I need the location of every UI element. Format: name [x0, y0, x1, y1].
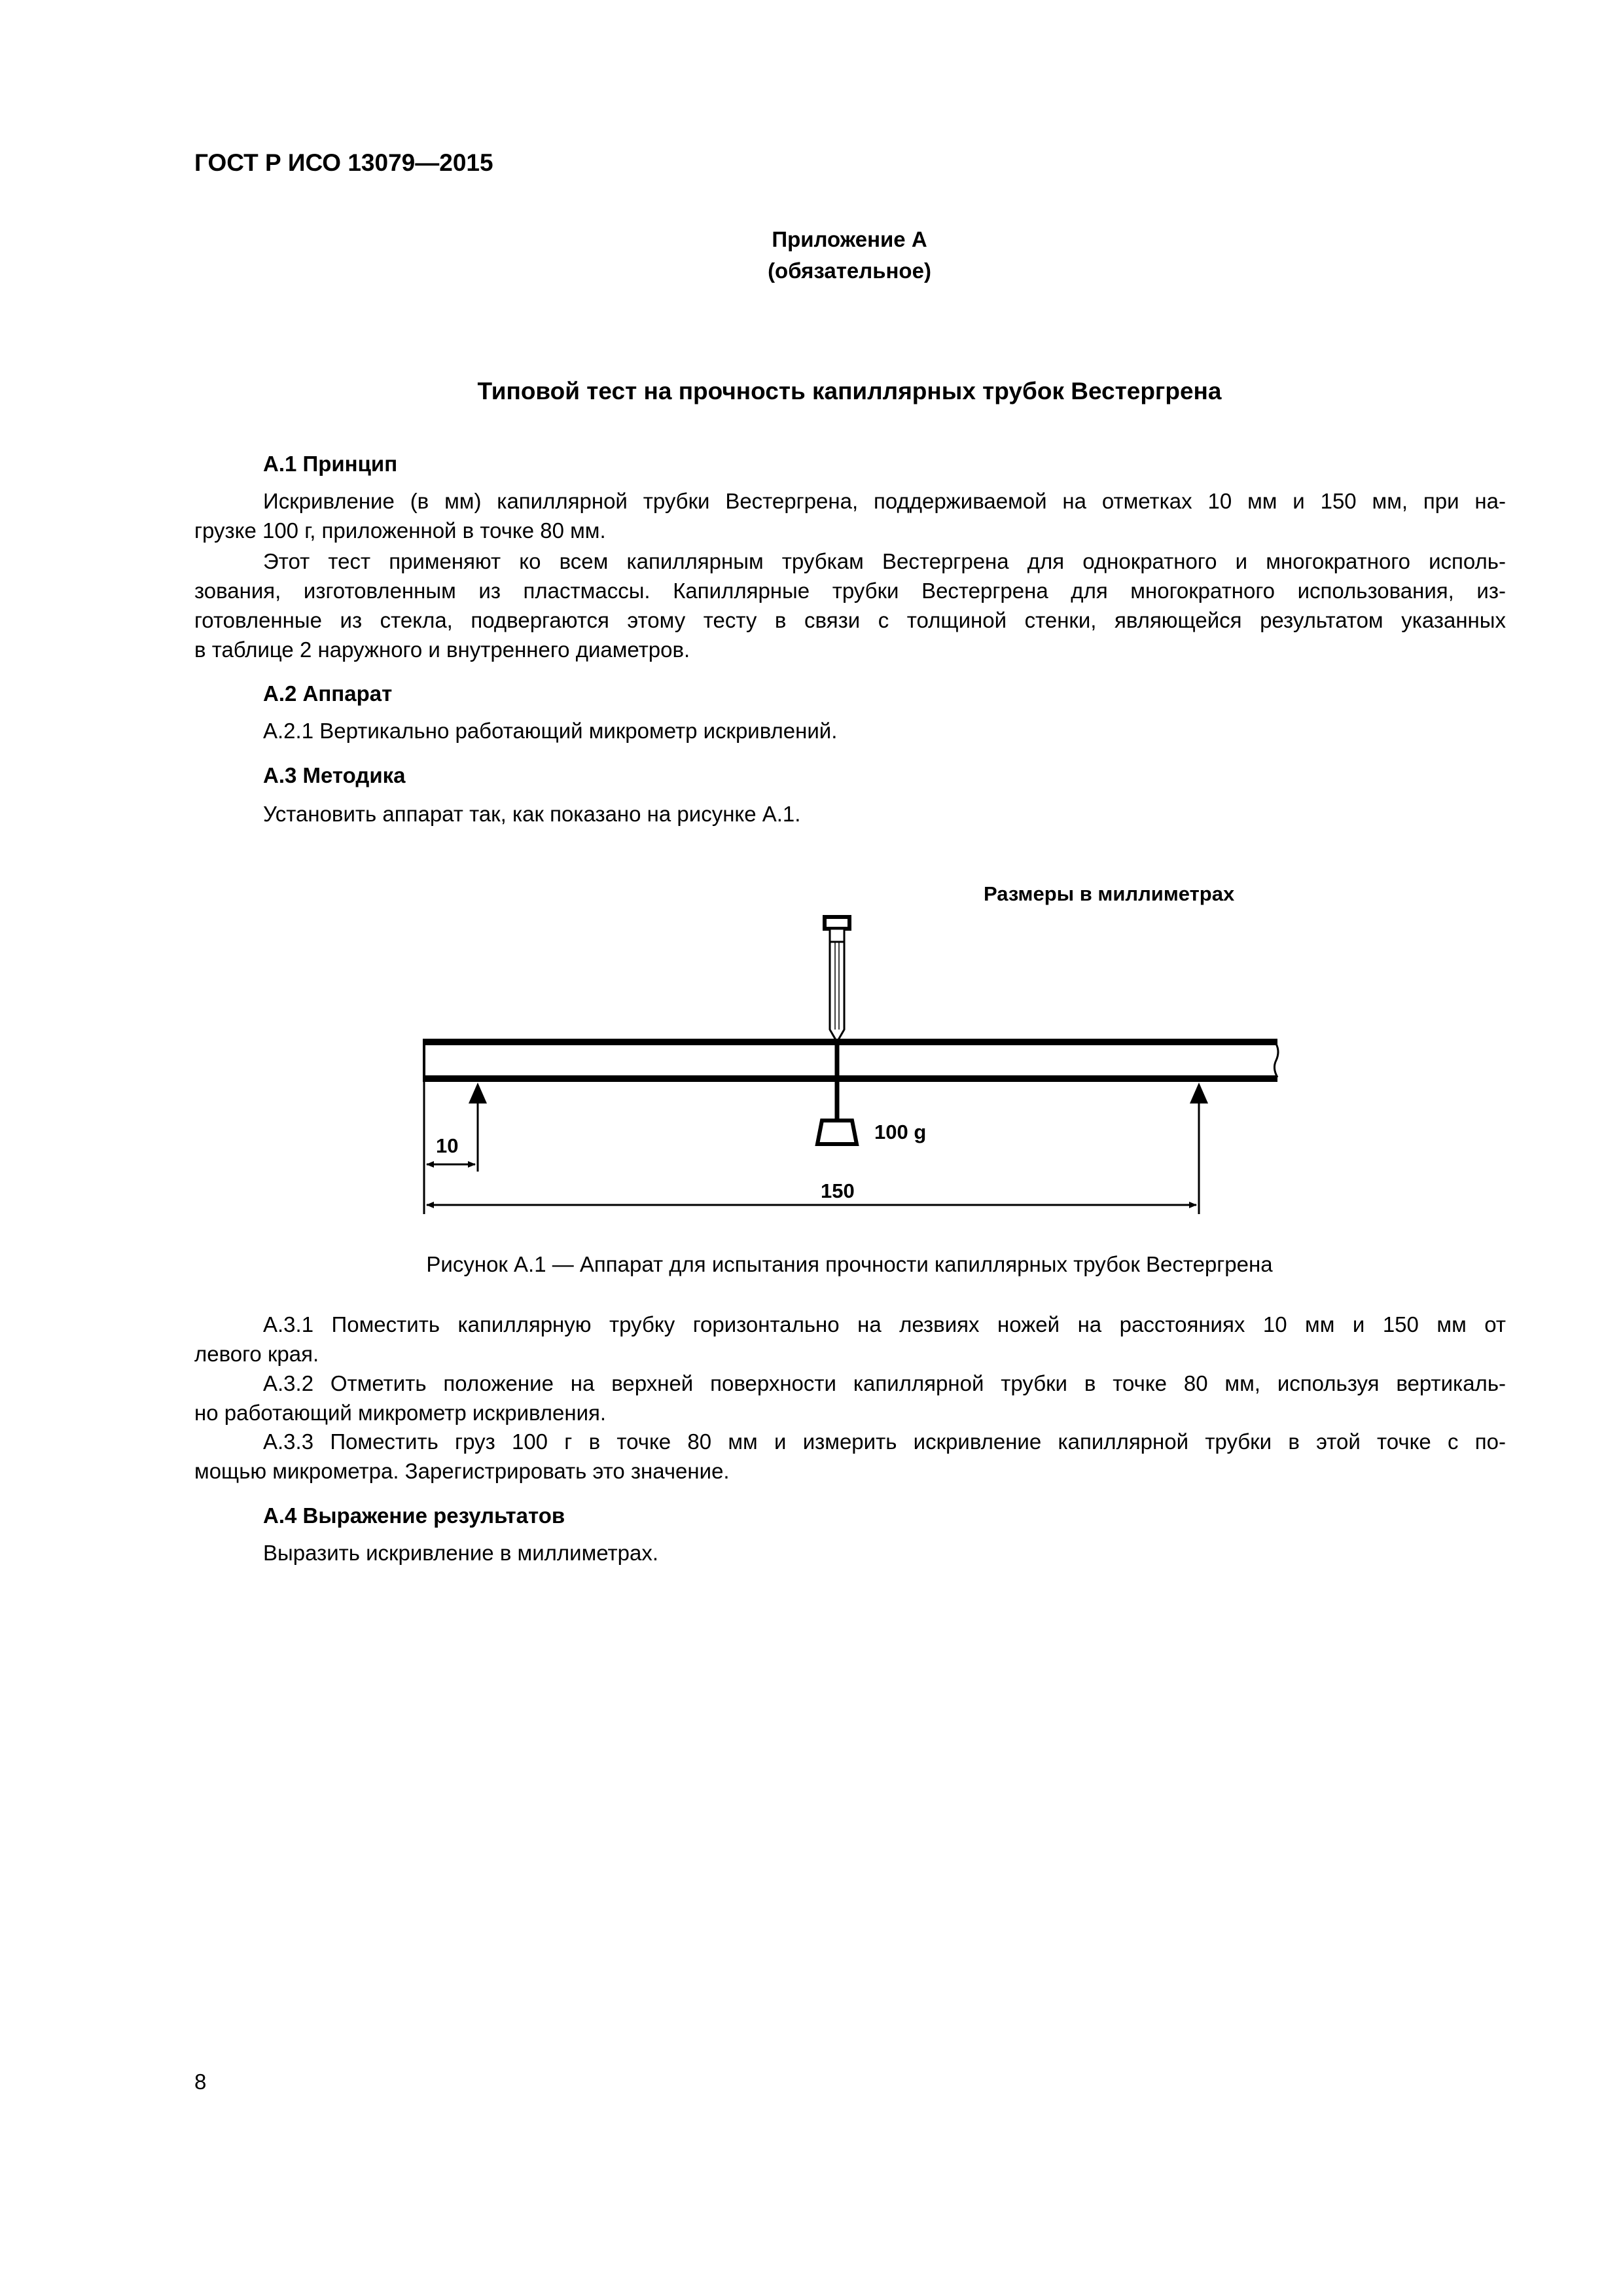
section-a3-para4	[194, 1427, 1506, 1486]
text-line: в таблице 2 наружного и внутреннего диаметров.	[194, 637, 690, 662]
section-a3-heading: А.3 Методика	[263, 763, 406, 787]
text-line: мощью микрометра. Зарегистрировать это значение.	[194, 1459, 730, 1483]
figure-caption: Рисунок А.1 — Аппарат для испытания прочности капиллярных трубок Вестергрена	[426, 1252, 1273, 1276]
micrometer	[825, 917, 849, 1042]
document-title: Типовой тест на прочность капиллярных трубок Вестергрена	[477, 378, 1222, 404]
text-line: А.3.1 Поместить капиллярную трубку горизонтально на лезвиях ножей на расстояниях 10 мм и 150 мм от	[263, 1312, 1506, 1336]
load-label: 100 g	[874, 1121, 927, 1143]
text-line: готовленные из стекла, подвергаются этому тесту в связи с толщиной стенки, являющейся результатом указанных	[194, 608, 1506, 632]
section-a1-heading: А.1 Принцип	[263, 452, 398, 476]
section-a2-heading: А.2 Аппарат	[263, 681, 393, 706]
text-line: зования, изготовленным из пластмассы. Капиллярные трубки Вестергрена для многократного использования, из-	[194, 579, 1506, 603]
text-line: но работающий микрометр искривления.	[194, 1401, 607, 1425]
text-line: левого края.	[194, 1342, 319, 1366]
document-header: ГОСТ Р ИСО 13079—2015	[194, 149, 493, 176]
support-left	[469, 1083, 487, 1172]
dimension-150-label: 150	[821, 1179, 855, 1202]
text-line: Выразить искривление в миллиметрах.	[263, 1541, 659, 1565]
section-a3-para2	[194, 1310, 1506, 1369]
section-a4-para1	[194, 1538, 1506, 1568]
section-a4-heading: А.4 Выражение результатов	[263, 1503, 565, 1528]
section-a3-para3	[194, 1369, 1506, 1427]
weight-100g	[817, 1042, 857, 1144]
text-line: А.2.1 Вертикально работающий микрометр искривлений.	[263, 719, 838, 743]
units-note: Размеры в миллиметрах	[984, 882, 1235, 905]
text-line: Искривление (в мм) капиллярной трубки Вестергрена, поддерживаемой на отметках 10 мм и 150 мм, при на-	[263, 489, 1506, 513]
text-line: Установить аппарат так, как показано на рисунке А.1.	[263, 802, 801, 826]
capillary-tube	[423, 1041, 1278, 1080]
text-line: А.3.2 Отметить положение на верхней поверхности капиллярной трубки в точке 80 мм, используя вертикаль-	[263, 1371, 1506, 1395]
text-line: грузке 100 г, приложенной в точке 80 мм.	[194, 518, 606, 543]
text-line: Этот тест применяют ко всем капиллярным трубкам Вестергрена для однократного и многократного исполь-	[263, 549, 1506, 573]
page-number: 8	[194, 2070, 207, 2094]
annex-title: Приложение А	[772, 227, 927, 251]
support-right	[1190, 1083, 1208, 1214]
text-line: А.3.3 Поместить груз 100 г в точке 80 мм и измерить искривление капиллярной трубки в этой точке с по-	[263, 1429, 1506, 1454]
annex-status: (обязательное)	[768, 259, 931, 283]
dimension-10-label: 10	[436, 1134, 459, 1157]
